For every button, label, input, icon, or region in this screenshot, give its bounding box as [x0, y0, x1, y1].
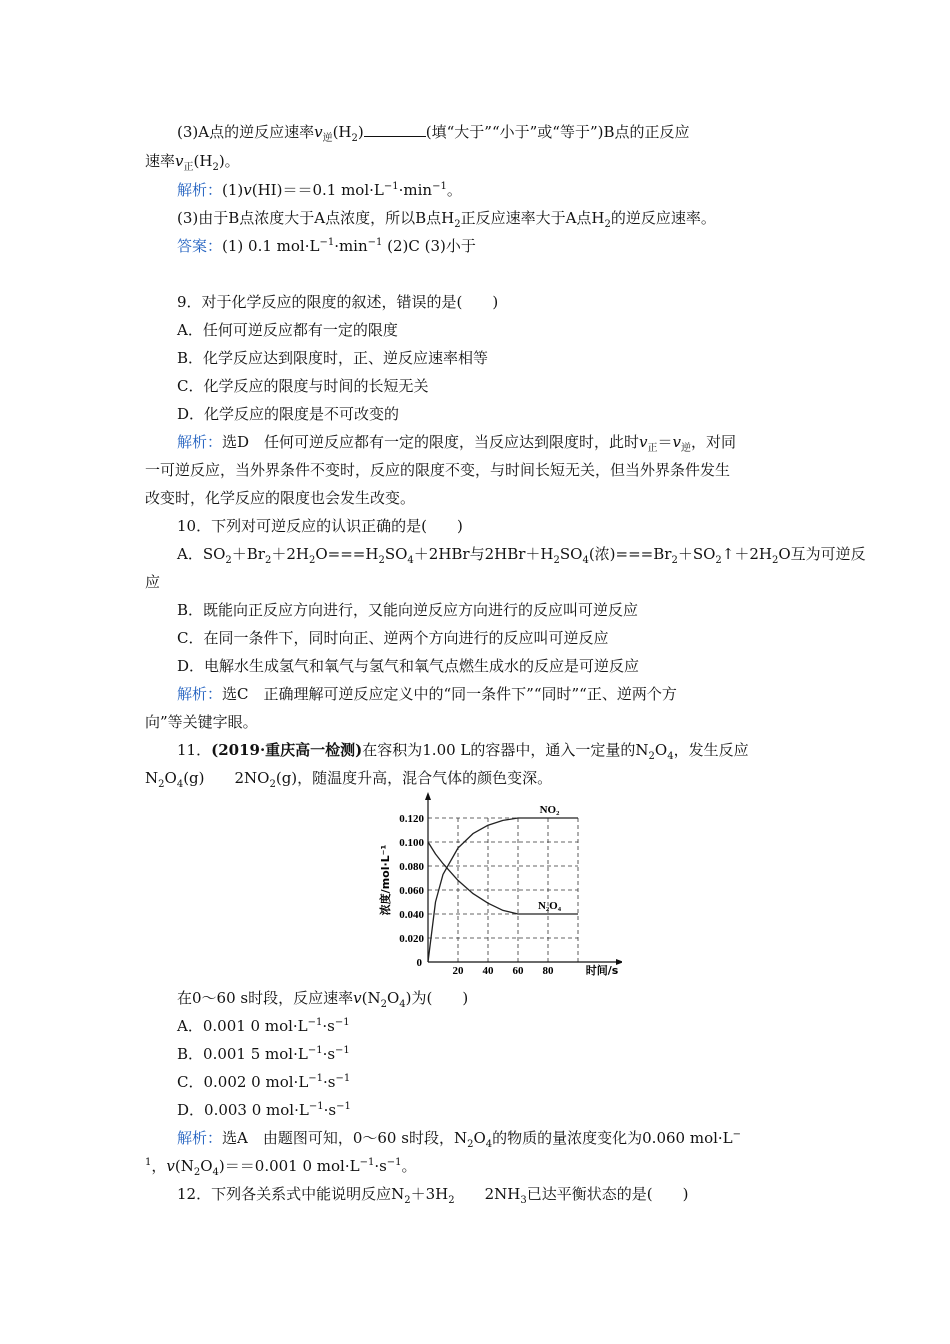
origin-label: 0: [416, 957, 422, 969]
q8-answer: 答案：(1) 0.1 $mol\cdot L^{-1}\cdot\min^{-1}$ (2)C (3)小于: [177, 237, 476, 255]
chart-labels: [378, 804, 619, 977]
q10-jiexi-1: 解析：选C 正确理解可逆反应定义中的“同一条件下”“同时”“正、逆两个方: [177, 685, 677, 703]
q9-jiexi-1: 解析：选D 任何可逆反应都有一定的限度，当反应达到限度时，此时$v_正=v_逆$，对同: [177, 433, 737, 454]
q8-jiexi-1: 解析：(1)v(HI)＝＝0.1 $mol\cdot L^{-1}\cdot\min^{-1}$。: [177, 181, 462, 199]
x-tick-label: 60: [512, 965, 524, 977]
y-tick-label: 0.080: [399, 861, 424, 873]
q12-stem: 12．下列各关系式中能说明反应$N_2+3H_2$ $2NH_3$已达平衡状态的是( ): [177, 1185, 689, 1206]
q9-option-b[interactable]: B．化学反应达到限度时，正、逆反应速率相等: [177, 349, 489, 367]
q10-jiexi-2: 向”等关键字眼。: [145, 713, 258, 731]
q10-option-c[interactable]: C．在同一条件下，同时向正、逆两个方向进行的反应叫可逆反应: [177, 629, 609, 647]
y-tick-label: 0.060: [399, 885, 424, 897]
q9-jiexi-3: 改变时，化学反应的限度也会发生改变。: [145, 489, 416, 507]
q9-option-a[interactable]: A．任何可逆反应都有一定的限度: [177, 321, 398, 339]
q10-stem: 10．下列对可逆反应的认识正确的是( ): [177, 517, 463, 535]
q9-stem: 9．对于化学反应的限度的叙述，错误的是( ): [177, 293, 499, 311]
chart-grid: [428, 818, 578, 962]
q11-option-a[interactable]: A．0.001 0 $mol\cdot L^{-1}\cdot s^{-1}$: [177, 1017, 350, 1035]
y-tick-label: 0.100: [399, 837, 424, 849]
q9-option-d[interactable]: D．化学反应的限度是不可改变的: [177, 405, 400, 423]
q8-part3-line2: 速率$v_正(H_2)$。: [145, 152, 240, 173]
x-tick-label: 40: [482, 965, 494, 977]
answer-blank[interactable]: [364, 122, 426, 137]
legend-n2o4: N₂O₄: [537, 900, 562, 912]
y-tick-label: 0.040: [399, 909, 424, 921]
q10-option-b[interactable]: B．既能向正反应方向进行，又能向逆反应方向进行的反应叫可逆反应: [177, 601, 639, 619]
q11-jiexi-2: $^1$，$v(N_2O_4)==0.001$ 0 $mol\cdot L^{-1}\cdot s^{-1}$。: [145, 1157, 417, 1178]
q8-part3-line1: (3)A点的逆反应速率$v_逆(H_2)$ (填“大于”“小于”或“等于”)B点的正反应: [177, 123, 690, 144]
y-tick-label: 0.020: [399, 933, 424, 945]
q9-option-c[interactable]: C．化学反应的限度与时间的长短无关: [177, 377, 429, 395]
q10-option-a[interactable]: A．$SO_2+Br_2+2H_2O===H_2SO_4+2HBr$与$2HBr+H_2SO_4$(浓)$===Br_2+SO_2↑+2H_2O$互为可逆反: [177, 545, 866, 566]
concentration-time-chart: [372, 792, 622, 980]
q11-option-c[interactable]: C．0.002 0 $mol\cdot L^{-1}\cdot s^{-1}$: [177, 1073, 351, 1091]
y-tick-label: 0.120: [399, 813, 424, 825]
q11-option-d[interactable]: D．0.003 0 $mol\cdot L^{-1}\cdot s^{-1}$: [177, 1101, 351, 1119]
q10-option-a-cont: 应: [145, 573, 161, 591]
q11-option-b[interactable]: B．0.001 5 $mol\cdot L^{-1}\cdot s^{-1}$: [177, 1045, 350, 1063]
q9-jiexi-2: 一可逆反应，当外界条件不变时，反应的限度不变，与时间长短无关，但当外界条件发生: [145, 461, 731, 479]
y-axis-arrow: [425, 792, 431, 800]
legend-no2: NO₂: [539, 804, 560, 816]
q11-stem-2: $N_2O_4(g)$ $2NO_2(g)$，随温度升高，混合气体的颜色变深。: [145, 769, 553, 790]
q8-jiexi-3: (3)由于B点浓度大于A点浓度，所以B点$H_2$正反应速率大于A点$H_2$的逆反应速率。: [177, 209, 716, 230]
x-tick-label: 80: [542, 965, 554, 977]
q11-stem-1: 11．(2019·重庆高一检测)在容积为1.00 L的容器中，通入一定量的$N_2O_4$，发生反应: [177, 741, 749, 762]
q10-option-d[interactable]: D．电解水生成氢气和氧气与氢气和氧气点燃生成水的反应是可逆反应: [177, 657, 640, 675]
q11-jiexi-1: 解析：选A 由题图可知，0～60 s时段，$N_2O_4$的物质的量浓度变化为0.060 mol·L−: [177, 1129, 742, 1150]
y-axis-label: 浓度/mol·L⁻¹: [379, 844, 392, 916]
x-tick-label: 20: [452, 965, 464, 977]
x-axis-label: 时间/s: [585, 964, 619, 977]
q11-ask: 在0～60 s时段，反应速率$v(N_2O_4)$为( ): [177, 989, 469, 1010]
